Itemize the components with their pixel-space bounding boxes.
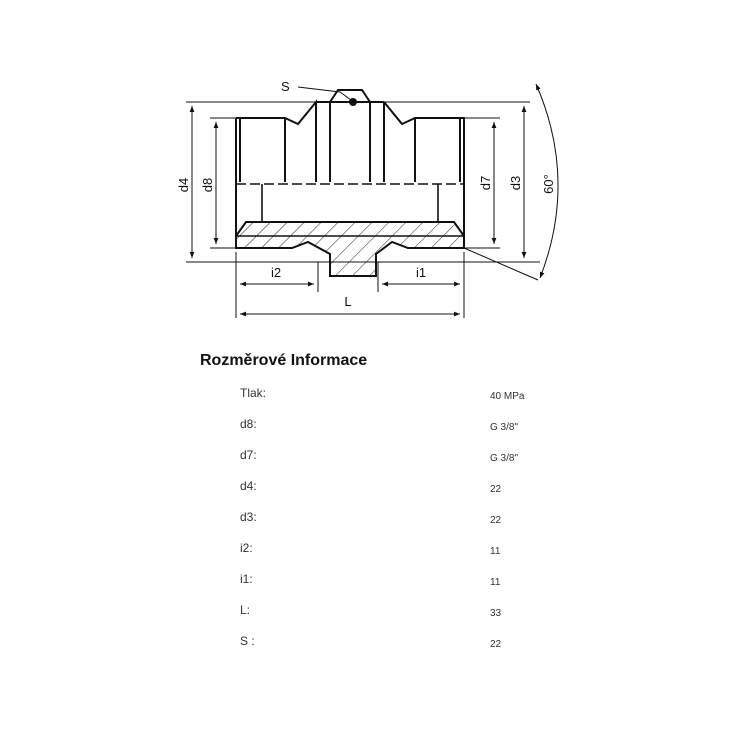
spec-value: 11 <box>490 577 501 588</box>
label-d8: d8 <box>200 177 215 193</box>
label-d7: d7 <box>478 175 493 191</box>
spec-label: d7: <box>240 448 257 462</box>
spec-value: 22 <box>490 515 502 526</box>
label-l: L <box>344 294 352 309</box>
spec-row-l <box>0 603 750 623</box>
spec-row-i1 <box>0 572 750 592</box>
fitting-technical-drawing <box>0 0 750 340</box>
spec-label: i1: <box>240 572 253 586</box>
spec-value: 33 <box>490 608 502 619</box>
spec-row-d8 <box>0 417 750 437</box>
spec-label: d3: <box>240 510 257 524</box>
label-s: S <box>281 79 290 94</box>
label-d3: d3 <box>508 175 523 191</box>
label-i1: i1 <box>415 265 427 280</box>
spec-row-d7 <box>0 448 750 468</box>
spec-value: 40 MPa <box>490 391 525 402</box>
spec-value: G 3/8" <box>490 453 519 464</box>
spec-value: 11 <box>490 546 501 557</box>
spec-label: Tlak: <box>240 386 267 400</box>
label-d4: d4 <box>176 177 191 193</box>
spec-label: S : <box>240 634 255 648</box>
spec-row-d3 <box>0 510 750 530</box>
spec-row-s <box>0 634 750 654</box>
spec-label: d4: <box>240 479 257 493</box>
spec-label: L: <box>240 603 251 617</box>
fitting-bore <box>236 184 464 222</box>
label-angle: 60° <box>541 174 556 194</box>
dimensions-heading: Rozměrové Informace <box>200 352 368 369</box>
spec-value: 22 <box>490 639 502 650</box>
spec-row-d4 <box>0 479 750 499</box>
spec-row-i2 <box>0 541 750 561</box>
spec-label: d8: <box>240 417 257 431</box>
label-i2: i2 <box>270 265 282 280</box>
spec-label: i2: <box>240 541 253 555</box>
spec-value: 22 <box>490 484 502 495</box>
spec-row-pressure <box>0 386 750 406</box>
spec-value: G 3/8" <box>490 422 519 433</box>
